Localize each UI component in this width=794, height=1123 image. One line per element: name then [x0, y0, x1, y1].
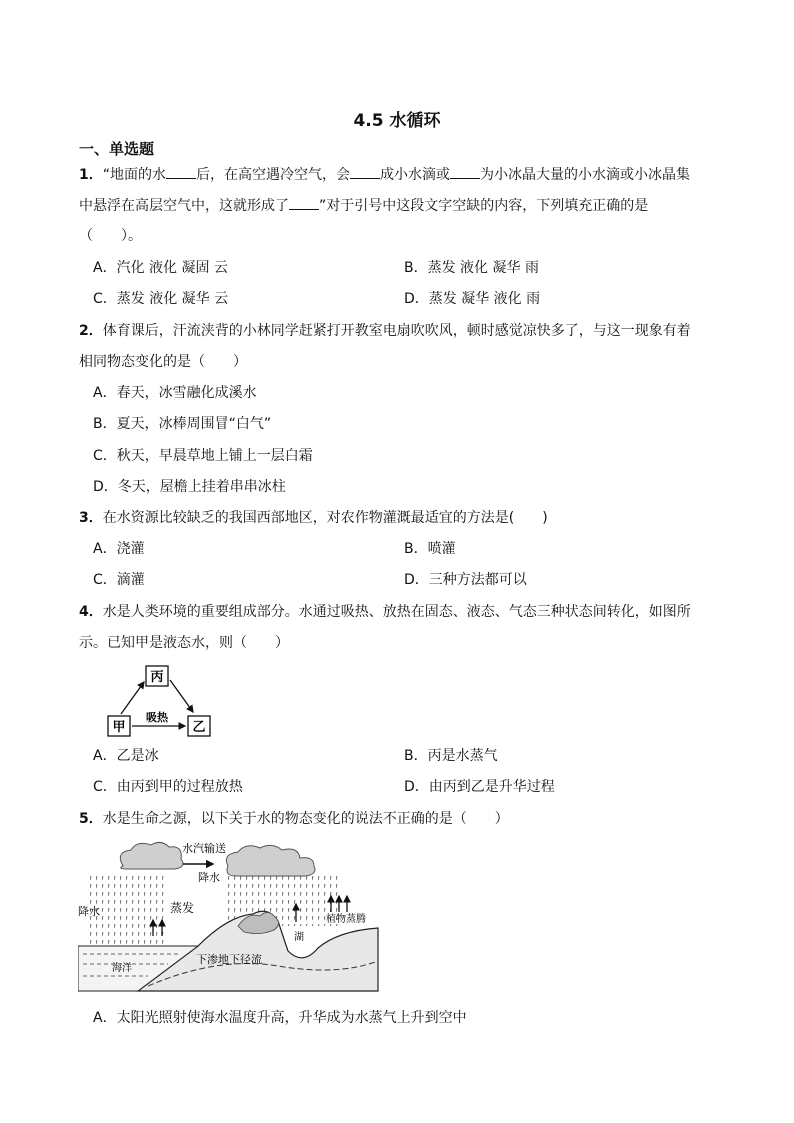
q3-option-b[interactable]: B．喷灌: [404, 541, 456, 557]
arrow-left-to-top: [121, 682, 144, 714]
rain-left: [88, 874, 168, 954]
q1-line-2: [79, 195, 648, 216]
cloud-right: [226, 845, 315, 876]
q3-option-a[interactable]: A．浇灌: [93, 541, 145, 557]
q2-line-2: 相同物态变化的是（ ）: [79, 354, 247, 370]
state-label-right: 乙: [192, 720, 206, 735]
q4-line-1: [79, 602, 691, 622]
q2-option-a[interactable]: A．春天，冰雪融化成溪水: [93, 385, 257, 401]
q1-line-1: [79, 164, 690, 185]
label-transpiration: 植物蒸腾: [326, 914, 366, 925]
q1-text-part4: 为小冰晶大量的小水滴或小冰晶集: [480, 167, 691, 183]
q4-number: 4．: [79, 604, 103, 620]
q1-text-part3: 成小水滴或: [380, 167, 451, 183]
q5-option-a[interactable]: A．太阳光照射使海水温度升高，升华成为水蒸气上升到空中: [93, 1010, 467, 1026]
q1-blank-1: [166, 164, 196, 179]
q1-option-c[interactable]: C．蒸发 液化 凝华 云: [93, 291, 229, 307]
q5-line-1: [79, 809, 509, 829]
q2-option-d[interactable]: D．冬天，屋檐上挂着串串冰柱: [93, 479, 286, 495]
q1-option-d[interactable]: D．蒸发 凝华 液化 雨: [404, 291, 541, 307]
q4-option-d[interactable]: D．由丙到乙是升华过程: [404, 779, 555, 795]
q2-option-b[interactable]: B．夏天，冰棒周围冒“白气”: [93, 416, 272, 432]
q1-line-3: （ ）。: [79, 228, 142, 244]
arrow-top-to-right: [170, 680, 193, 712]
q1-option-a[interactable]: A．汽化 液化 凝固 云: [93, 260, 228, 276]
q1-blank-4: [289, 195, 319, 210]
q2-line-1: [79, 321, 691, 341]
q4-option-a[interactable]: A．乙是冰: [93, 748, 159, 764]
q4-text-1: 水是人类环境的重要组成部分。水通过吸热、放热在固态、液态、气态三种状态间转化，如图所: [102, 604, 691, 620]
q1-text-part5: 中悬浮在高层空气中，这就形成了: [79, 198, 289, 214]
label-evaporation: 蒸发: [170, 901, 195, 915]
q3-option-d[interactable]: D．三种方法都可以: [404, 572, 527, 588]
q3-line-1: [79, 508, 548, 528]
section-heading: 一、单选题: [79, 140, 155, 158]
q5-number: 5．: [79, 811, 103, 827]
q4-line-2: 示。已知甲是液态水，则（ ）: [79, 635, 289, 651]
q1-text-part1: “地面的水: [102, 167, 167, 183]
q1-blank-3: [450, 164, 480, 179]
q2-number: 2．: [79, 323, 103, 339]
q5-text-1: 水是生命之源，以下关于水的物态变化的说法不正确的是（ ）: [102, 811, 509, 827]
q2-text-1: 体育课后，汗流浃背的小林同学赶紧打开教室电扇吹吹风，顿时感觉凉快多了，与这一现象有着: [102, 323, 691, 339]
label-precip-right: 降水: [198, 871, 220, 884]
label-ocean: 海洋: [112, 963, 132, 974]
label-precip-left: 降水: [78, 905, 100, 918]
q3-text-1: 在水资源比较缺乏的我国西部地区，对农作物灌溉最适宜的方法是( ): [102, 510, 548, 526]
label-lake: 湖: [294, 932, 304, 943]
q1-text-part2: 后，在高空遇冷空气，会: [196, 167, 351, 183]
q1-number: 1．: [79, 167, 103, 183]
label-transport: 水汽输送: [182, 842, 226, 855]
state-label-top: 丙: [150, 670, 164, 685]
q3-number: 3．: [79, 510, 103, 526]
arrow-label-absorb-heat: 吸热: [146, 711, 168, 724]
q1-blank-2: [350, 164, 380, 179]
label-underground: 下渗地下径流: [196, 953, 262, 966]
water-cycle-figure: [78, 836, 383, 996]
q3-option-c[interactable]: C．滴灌: [93, 572, 145, 588]
page-title: 4.5 水循环: [353, 111, 441, 131]
state-label-left: 甲: [112, 720, 126, 735]
q4-option-b[interactable]: B．丙是水蒸气: [404, 748, 498, 764]
q1-text-part6: ”对于引号中这段文字空缺的内容，下列填充正确的是: [319, 198, 649, 214]
cloud-left: [120, 842, 183, 869]
q1-option-b[interactable]: B．蒸发 液化 凝华 雨: [404, 260, 539, 276]
q2-option-c[interactable]: C．秋天，早晨草地上铺上一层白霜: [93, 448, 313, 464]
q4-option-c[interactable]: C．由丙到甲的过程放热: [93, 779, 243, 795]
state-change-diagram: [105, 664, 215, 740]
